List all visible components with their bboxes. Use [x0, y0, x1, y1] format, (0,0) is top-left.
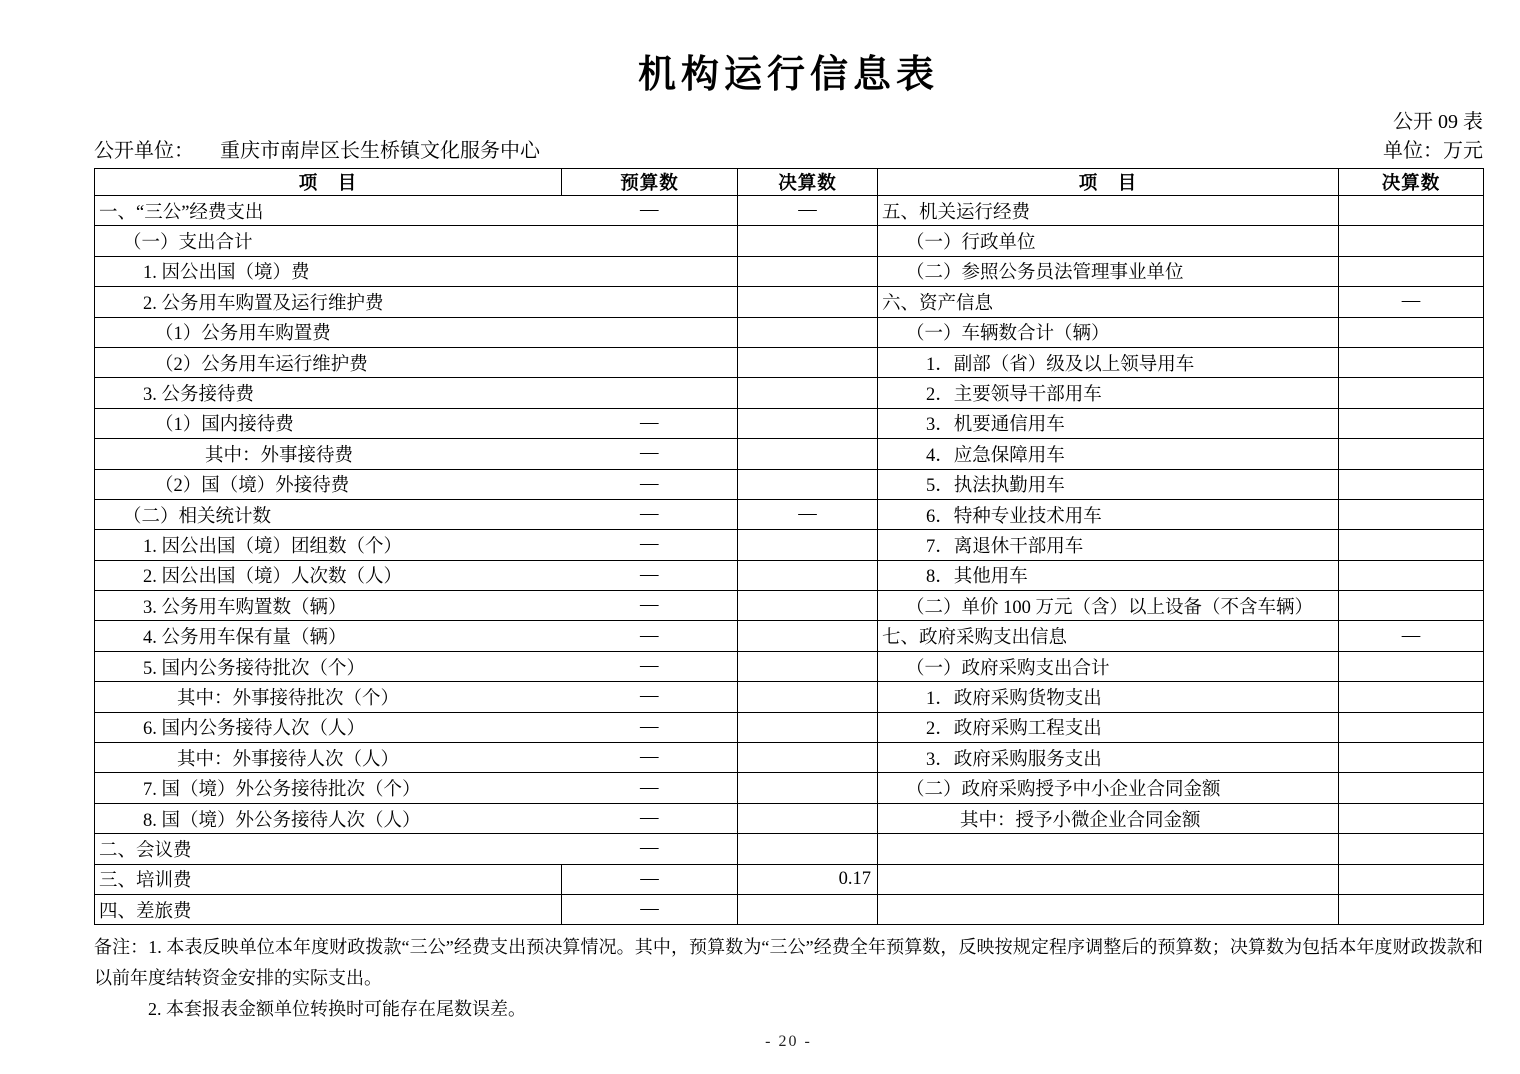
item-cell-right: （一）政府采购支出合计 — [878, 651, 1339, 681]
budget-cell: — — [562, 196, 738, 226]
final-cell-right — [1339, 591, 1484, 621]
budget-cell: — — [562, 803, 738, 833]
final-cell-right — [1339, 834, 1484, 864]
institution-operation-table — [94, 168, 1484, 925]
final-cell-left: — — [738, 196, 878, 226]
final-cell-right — [1339, 499, 1484, 529]
item-cell-left: 2. 因公出国（境）人次数（人） — [95, 560, 562, 590]
table-row — [95, 317, 1484, 347]
final-cell-right — [1339, 712, 1484, 742]
final-cell-left — [738, 773, 878, 803]
item-cell-right: （一）车辆数合计（辆） — [878, 317, 1339, 347]
table-row — [95, 469, 1484, 499]
final-cell-right — [1339, 408, 1484, 438]
item-cell-right: 6．特种专业技术用车 — [878, 499, 1339, 529]
final-cell-left — [738, 317, 878, 347]
item-cell-right: 8．其他用车 — [878, 560, 1339, 590]
header-budget: 预算数 — [562, 169, 738, 196]
item-cell-right: 七、政府采购支出信息 — [878, 621, 1339, 651]
item-cell-left: 2. 公务用车购置及运行维护费 — [95, 287, 562, 317]
item-cell-left: 一、“三公”经费支出 — [95, 196, 562, 226]
item-cell-left: 6. 国内公务接待人次（人） — [95, 712, 562, 742]
header-final-right: 决算数 — [1339, 169, 1484, 196]
item-cell-right: 7．离退休干部用车 — [878, 530, 1339, 560]
final-cell-right — [1339, 226, 1484, 256]
item-cell-left: 其中：外事接待人次（人） — [95, 743, 562, 773]
item-cell-left: （1）公务用车购置费 — [95, 317, 562, 347]
table-row — [95, 439, 1484, 469]
table-row — [95, 378, 1484, 408]
item-cell-right: （二）单价 100 万元（含）以上设备（不含车辆） — [878, 591, 1339, 621]
header-final-left: 决算数 — [738, 169, 878, 196]
item-cell-right: 五、机关运行经费 — [878, 196, 1339, 226]
budget-cell: — — [562, 560, 738, 590]
item-cell-right: 5．执法执勤用车 — [878, 469, 1339, 499]
final-cell-left — [738, 378, 878, 408]
table-row — [95, 803, 1484, 833]
item-cell-right: （一）行政单位 — [878, 226, 1339, 256]
final-cell-right — [1339, 773, 1484, 803]
table-row — [95, 347, 1484, 377]
final-cell-left — [738, 439, 878, 469]
budget-cell: — — [562, 682, 738, 712]
final-cell-right — [1339, 651, 1484, 681]
budget-cell: — — [562, 773, 738, 803]
final-cell-left — [738, 287, 878, 317]
item-cell-left: 5. 国内公务接待批次（个） — [95, 651, 562, 681]
item-cell-left: 1. 因公出国（境）团组数（个） — [95, 530, 562, 560]
final-cell-left — [738, 469, 878, 499]
budget-cell: — — [562, 834, 738, 864]
final-cell-right — [1339, 864, 1484, 894]
item-cell-right: 1．政府采购货物支出 — [878, 682, 1339, 712]
table-row — [95, 651, 1484, 681]
item-cell-left: （2）国（境）外接待费 — [95, 469, 562, 499]
item-cell-right: （二）参照公务员法管理事业单位 — [878, 256, 1339, 286]
final-cell-left — [738, 743, 878, 773]
currency-unit-label: 单位：万元 — [1383, 140, 1483, 162]
table-row — [95, 591, 1484, 621]
table-row — [95, 712, 1484, 742]
item-cell-left: （一）支出合计 — [95, 226, 562, 256]
table-row — [95, 834, 1484, 864]
item-cell-left: 三、培训费 — [95, 864, 562, 894]
final-cell-left — [738, 712, 878, 742]
table-row — [95, 196, 1484, 226]
item-cell-right — [878, 834, 1339, 864]
item-cell-right: 2．政府采购工程支出 — [878, 712, 1339, 742]
disclosing-unit — [94, 136, 540, 166]
budget-cell — [562, 317, 738, 347]
budget-cell: — — [562, 651, 738, 681]
budget-cell — [562, 226, 738, 256]
item-cell-left: （1）国内接待费 — [95, 408, 562, 438]
table-row — [95, 864, 1484, 894]
budget-cell — [562, 378, 738, 408]
budget-cell: — — [562, 530, 738, 560]
item-cell-left: 7. 国（境）外公务接待批次（个） — [95, 773, 562, 803]
page-number: - 20 - — [765, 1033, 812, 1051]
final-cell-left — [738, 347, 878, 377]
table-row — [95, 682, 1484, 712]
item-cell-right: （二）政府采购授予中小企业合同金额 — [878, 773, 1339, 803]
final-cell-right — [1339, 560, 1484, 590]
final-cell-left: 0.17 — [738, 864, 878, 894]
budget-cell: — — [562, 439, 738, 469]
table-row — [95, 530, 1484, 560]
final-cell-right — [1339, 803, 1484, 833]
budget-cell: — — [562, 712, 738, 742]
final-cell-left — [738, 621, 878, 651]
item-cell-left: 3. 公务接待费 — [95, 378, 562, 408]
table-row — [95, 226, 1484, 256]
budget-cell: — — [562, 621, 738, 651]
final-cell-right: — — [1339, 287, 1484, 317]
final-cell-left — [738, 256, 878, 286]
table-row — [95, 287, 1484, 317]
table-row — [95, 773, 1484, 803]
item-cell-left: 4. 公务用车保有量（辆） — [95, 621, 562, 651]
final-cell-left — [738, 834, 878, 864]
budget-cell — [562, 256, 738, 286]
table-row — [95, 560, 1484, 590]
item-cell-right: 3．机要通信用车 — [878, 408, 1339, 438]
table-body — [95, 196, 1484, 925]
item-cell-left: 3. 公务用车购置数（辆） — [95, 591, 562, 621]
item-cell-right: 2．主要领导干部用车 — [878, 378, 1339, 408]
budget-cell: — — [562, 469, 738, 499]
page-title: 机构运行信息表 — [637, 54, 939, 96]
budget-cell: — — [562, 743, 738, 773]
budget-cell: — — [562, 499, 738, 529]
item-cell-right: 1．副部（省）级及以上领导用车 — [878, 347, 1339, 377]
disclosing-unit-name: 重庆市南岸区长生桥镇文化服务中心 — [220, 140, 540, 162]
item-cell-left: （2）公务用车运行维护费 — [95, 347, 562, 377]
table-row — [95, 621, 1484, 651]
final-cell-right — [1339, 469, 1484, 499]
item-cell-right: 六、资产信息 — [878, 287, 1339, 317]
final-cell-left — [738, 530, 878, 560]
header-item-left: 项 目 — [95, 169, 562, 196]
final-cell-right — [1339, 378, 1484, 408]
item-cell-right — [878, 864, 1339, 894]
item-cell-left: 四、差旅费 — [95, 894, 562, 924]
disclosing-unit-label: 公开单位： — [94, 140, 194, 162]
table-row — [95, 256, 1484, 286]
unit-line — [94, 136, 1483, 166]
document-page — [94, 0, 1483, 1051]
budget-cell: — — [562, 591, 738, 621]
note-line-2: 2. 本套报表金额单位转换时可能存在尾数误差。 — [148, 999, 526, 1020]
budget-cell — [562, 347, 738, 377]
final-cell-right — [1339, 347, 1484, 377]
item-cell-left: 1. 因公出国（境）费 — [95, 256, 562, 286]
final-cell-right — [1339, 439, 1484, 469]
final-cell-right — [1339, 682, 1484, 712]
table-row — [95, 894, 1484, 924]
final-cell-left — [738, 803, 878, 833]
final-cell-right — [1339, 530, 1484, 560]
final-cell-left — [738, 651, 878, 681]
table-row — [95, 408, 1484, 438]
budget-cell: — — [562, 864, 738, 894]
item-cell-left: 其中：外事接待批次（个） — [95, 682, 562, 712]
final-cell-right — [1339, 743, 1484, 773]
final-cell-left — [738, 682, 878, 712]
budget-cell: — — [562, 408, 738, 438]
item-cell-right: 4．应急保障用车 — [878, 439, 1339, 469]
final-cell-right — [1339, 256, 1484, 286]
table-row — [95, 743, 1484, 773]
item-cell-left: 二、会议费 — [95, 834, 562, 864]
note-line-1: 备注：1. 本表反映单位本年度财政拨款“三公”经费支出预决算情况。其中，预算数为“三公”经费全年预算数，反映按规定程序调整后的预算数；决算数为包括本年度财政拨款和以前年度结转资金安排的实际支出。 — [94, 937, 1483, 989]
final-cell-left: — — [738, 499, 878, 529]
final-cell-right — [1339, 894, 1484, 924]
final-cell-right — [1339, 196, 1484, 226]
item-cell-right: 3．政府采购服务支出 — [878, 743, 1339, 773]
table-row — [95, 499, 1484, 529]
item-cell-left: 其中：外事接待费 — [95, 439, 562, 469]
item-cell-right: 其中：授予小微企业合同金额 — [878, 803, 1339, 833]
item-cell-left: （二）相关统计数 — [95, 499, 562, 529]
final-cell-left — [738, 894, 878, 924]
final-cell-right: — — [1339, 621, 1484, 651]
budget-cell: — — [562, 894, 738, 924]
final-cell-right — [1339, 317, 1484, 347]
header-row — [95, 169, 1484, 196]
item-cell-right — [878, 894, 1339, 924]
notes — [94, 932, 1483, 1025]
final-cell-left — [738, 560, 878, 590]
final-cell-left — [738, 226, 878, 256]
budget-cell — [562, 287, 738, 317]
item-cell-left: 8. 国（境）外公务接待人次（人） — [95, 803, 562, 833]
header-item-right: 项 目 — [878, 169, 1339, 196]
table-code-label: 公开 09 表 — [1393, 111, 1483, 133]
final-cell-left — [738, 591, 878, 621]
final-cell-left — [738, 408, 878, 438]
